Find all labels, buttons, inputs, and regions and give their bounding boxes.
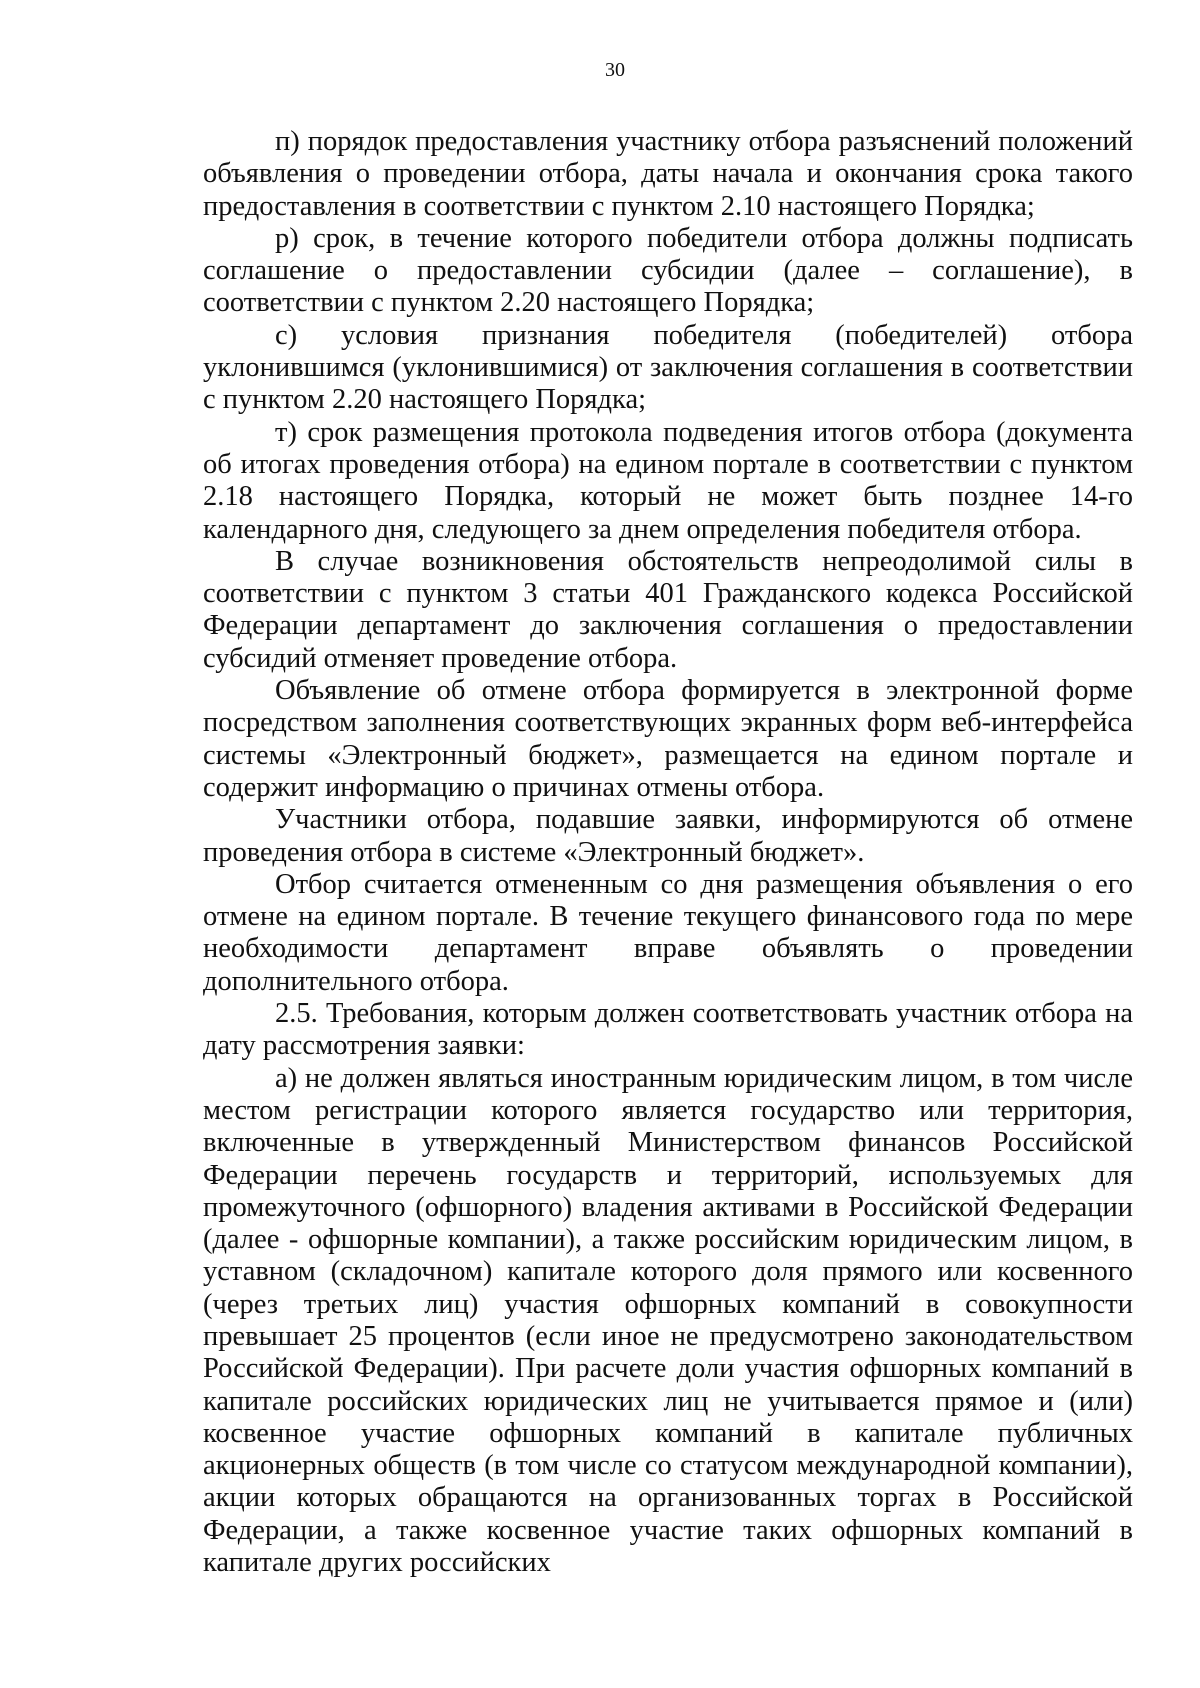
paragraph-item-r: р) срок, в течение которого победители отбора должны подписать соглашение о предоставлении субсидии (далее – соглашение), в соответствии с пунктом 2.20 настоящего Порядка; [203,222,1133,319]
paragraph-item-s: с) условия признания победителя (победителей) отбора уклонившимся (уклонившимися) от заключения соглашения в соответствии с пунктом 2.20 настоящего Порядка; [203,319,1133,416]
paragraph-item-t: т) срок размещения протокола подведения итогов отбора (документа об итогах проведения отбора) на едином портале в соответствии с пунктом 2.18 настоящего Порядка, который не может быть позднее 14-го календарного дня, следующего за днем определения победителя отбора. [203,416,1133,545]
page-number: 30 [605,59,625,81]
document-body [203,126,1133,1579]
paragraph-cancellation-notice: Объявление об отмене отбора формируется в электронной форме посредством заполнения соответствующих экранных форм веб-интерфейса системы «Электронный бюджет», размещается на едином портале и содержит информацию о причинах отмены отбора. [203,675,1133,803]
paragraph-item-p: п) порядок предоставления участнику отбора разъяснений положений объявления о проведении отбора, даты начала и окончания срока такого предоставления в соответствии с пунктом 2.10 настоящего Порядка; [203,126,1133,222]
paragraph-section-2-5: 2.5. Требования, которым должен соответствовать участник отбора на дату рассмотрения заявки: [203,998,1133,1062]
paragraph-participants-informed: Участники отбора, подавшие заявки, информируются об отмене проведения отбора в системе «Электронный бюджет». [203,804,1133,868]
paragraph-force-majeure: В случае возникновения обстоятельств непреодолимой силы в соответствии с пунктом 3 статьи 401 Гражданского кодекса Российской Федерации департамент до заключения соглашения о предоставлении субсидий отменяет проведение отбора. [203,545,1133,674]
paragraph-cancellation-effective: Отбор считается отмененным со дня размещения объявления о его отмене на едином портале. В течение текущего финансового года по мере необходимости департамент вправе объявлять о проведении дополнительного отбора. [203,868,1133,997]
paragraph-item-a: а) не должен являться иностранным юридическим лицом, в том числе местом регистрации которого является государство или территория, включенные в утвержденный Министерством финансов Российской Федерации перечень государств и территорий, используемых для промежуточного (офшорного) владения активами в Российской Федерации (далее - офшорные компании), а также российским юридическим лицом, в уставном (складочном) капитале которого доля прямого или косвенного (через третьих лиц) участия офшорных компаний в совокупности превышает 25 процентов (если иное не предусмотрено законодательством Российской Федерации). При расчете доли участия офшорных компаний в капитале российских юридических лиц не учитывается прямое и (или) косвенное участие офшорных компаний в капитале публичных акционерных обществ (в том числе со статусом международной компании), акции которых обращаются на организованных торгах в Российской Федерации, а также косвенное участие таких офшорных компаний в капитале других российских [203,1062,1133,1579]
